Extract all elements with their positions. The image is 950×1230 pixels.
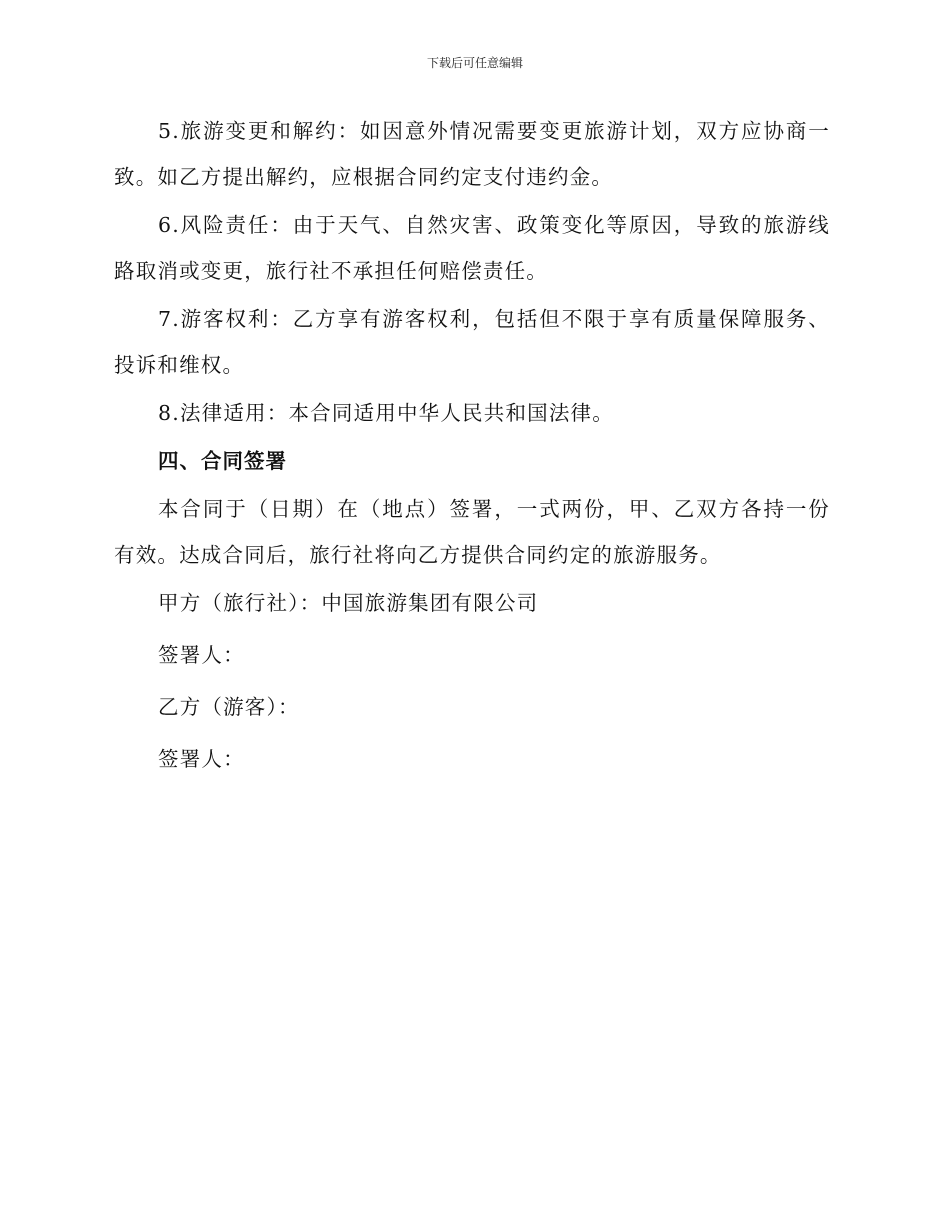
clause-5-travel-change: 5.旅游变更和解约：如因意外情况需要变更旅游计划，双方应协商一致。如乙方提出解约，应根据合同约定支付违约金。 (114, 119, 830, 189)
clause-8-applicable-law: 8.法律适用：本合同适用中华人民共和国法律。 (158, 401, 614, 425)
party-a-signer-line: 签署人： (158, 643, 245, 667)
document-body (114, 108, 830, 788)
signing-paragraph: 本合同于（日期）在（地点）签署，一式两份，甲、乙双方各持一份有效。达成合同后，旅行社将向乙方提供合同约定的旅游服务。 (114, 497, 830, 567)
party-a-line: 甲方（旅行社）：中国旅游集团有限公司 (158, 591, 539, 615)
page-header: 下载后可任意编辑 (426, 56, 523, 70)
section-heading-signing: 四、合同签署 (158, 449, 287, 473)
party-b-line: 乙方（游客）： (158, 695, 300, 719)
party-b-signer-line: 签署人： (158, 747, 245, 771)
clause-6-risk-liability: 6.风险责任：由于天气、自然灾害、政策变化等原因，导致的旅游线路取消或变更，旅行社不承担任何赔偿责任。 (114, 213, 830, 283)
clause-7-tourist-rights: 7.游客权利：乙方享有游客权利，包括但不限于享有质量保障服务、投诉和维权。 (114, 307, 830, 377)
